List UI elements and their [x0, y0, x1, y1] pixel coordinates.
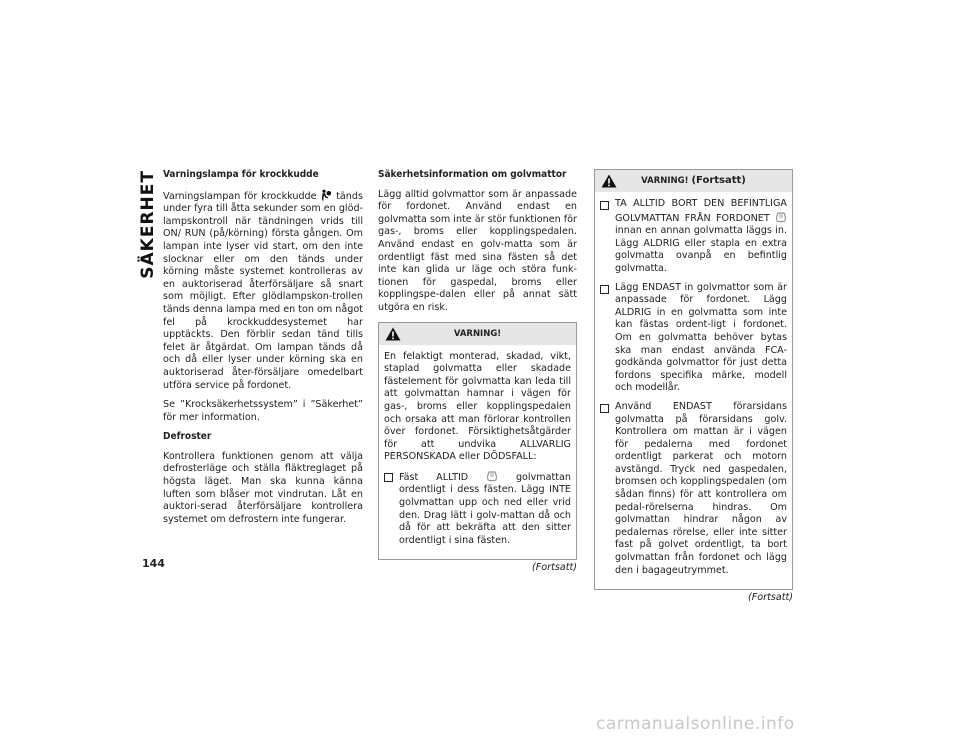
bullet-text-a: TA ALLTID BORT DEN BEFINTLIGA GOLVMATTAN FRÅN FORDONET	[615, 198, 787, 224]
bullet-item	[384, 470, 571, 548]
continued-label: (Fortsatt)	[532, 562, 577, 574]
heading-defroster: Defroster	[163, 431, 212, 443]
warning-triangle-icon	[385, 327, 401, 341]
bullet-text: Lägg ENDAST in golvmattor som är anpassade för fordonet. Lägg ALDRIG in en golvmatta som inte kan fästas ordent-ligt i fordonet. Om en golvmatta behöver bytas ska man endast använda FCA-godkända golvmattor för just detta fordons specifika märke, modell och modellår.	[615, 281, 787, 394]
watermark: carmanualsonline.info	[596, 714, 795, 734]
airbag-text-a: Varningslampan för krockkudde	[163, 190, 317, 202]
airbag-text-b: tänds under fyra till åtta sekunder som en glöd-lampskontroll när tändningen vrids till ON/ RUN (på/körning) första gången. Om lampan inte lyser vid start, om den inte slocknar eller om den tänds under körning måste systemet kontrolleras av en auktoriserad återförsäljare så snart som möjligt. Efter glödlampskon-trollen tänds denna lampa med en ton om något fel på krockkuddesystemet har upptäckts. Den förblir sedan tänd tills felet är åtgärdat. Om lampan tänds då och då eller lyser under körning ska en auktoriserad åter-försäljare omedelbart utföra service på fordonet.	[163, 190, 363, 391]
bullet-square-icon	[600, 285, 609, 294]
paragraph-defroster: Kontrollera funktionen genom att välja defrosterläge och ställa fläktreglaget på högsta läget. Man ska kunna känna luften som blåser mot vindrutan. Låt en auktori-serad återförsäljare kontrollera systemet om defrostern inte fungerar.	[163, 450, 363, 525]
floor-mat-icon	[486, 470, 498, 482]
bullet-item	[600, 198, 787, 276]
bullet-text-b: innan en annan golvmatta läggs in. Lägg ALDRIG eller stapla en extra golvmatta ovanpå en befintlig golvmatta.	[615, 225, 787, 274]
bullet-text-b: golvmattan ordentligt i dess fästen. Lägg INTE golvmattan upp och ned eller vrid den. Drag lätt i golv-mattan då och då för att bekräfta att den sitter ordentligt i sina fästen.	[399, 471, 571, 546]
heading-floor-mats: Säkerhetsinformation om golvmattor	[378, 169, 567, 180]
warning-title: VARNING!	[641, 176, 689, 186]
bullet-text: Använd ENDAST förarsidans golvmatta på förarsidans golv. Kontrollera om mattan är i vägen för pedalerna med fordonet ordentligt parkerat och motorn avstängd. Tryck ned gaspedalen, bromsen och kopplingspedalen (om sådan finns) för att kontrollera om pedal-rörelserna hindras. Om golvmattan hindrar någon av pedalernas rörelse, eller inte sitter fast på golvet ordentligt, ta bort golvmattan från fordonet och lägg den i bagageutrymmet.	[615, 400, 787, 576]
floor-mat-icon	[775, 211, 787, 223]
warning-header	[595, 170, 792, 192]
warning-triangle-icon	[601, 174, 617, 188]
bullet-square-icon	[384, 473, 393, 482]
warning-body	[595, 192, 792, 589]
paragraph-reference: Se ”Krocksäkerhetssystem” i ”Säkerhet” för mer information.	[163, 399, 363, 423]
bullet-item	[600, 282, 787, 395]
bullet-text-a: Fäst ALLTID	[399, 471, 469, 483]
warning-box-continued	[594, 169, 793, 590]
warning-body	[379, 345, 576, 560]
column-right	[594, 169, 793, 605]
column-middle	[378, 169, 577, 575]
warning-subtitle: (Fortsatt)	[691, 175, 746, 186]
column-left	[163, 169, 363, 533]
warning-box	[378, 322, 577, 561]
warning-paragraph: En felaktigt monterad, skadad, vikt, staplad golvmatta eller skadade fästelement för golvmatta kan leda till att golvmattan hamnar i vägen för gas-, broms eller kopplingspedalen och orsaka att man förlorar kontrollen över fordonet. Försiktighetsåtgärder för att undvika ALLVARLIG PERSONSKADA eller DÖDSFALL:	[384, 350, 571, 463]
paragraph-airbag-lamp	[163, 189, 363, 393]
heading-airbag-lamp: Varningslampa för krockkudde	[163, 169, 319, 180]
continued-label: (Fortsatt)	[748, 592, 793, 604]
bullet-item	[600, 401, 787, 577]
bullet-square-icon	[600, 201, 609, 210]
paragraph-floor-mats: Lägg alltid golvmattor som är anpassade för fordonet. Använd endast en golvmatta som inte är stör funktionen för gas-, broms eller kopplingspedalen. Använd endast en golv-matta som är ordentligt fäst med sina fästen så det inte kan glida ur läge och störa funk-tionen för gaspedal, broms eller kopplingspe-dalen eller på annat sätt utgöra en risk.	[378, 188, 577, 313]
bullet-square-icon	[600, 404, 609, 413]
airbag-warning-icon	[320, 189, 332, 201]
section-tab: SÄKERHET	[138, 170, 158, 279]
page-number: 144	[142, 557, 165, 570]
warning-title: VARNING!	[453, 328, 502, 339]
warning-header	[379, 323, 576, 345]
